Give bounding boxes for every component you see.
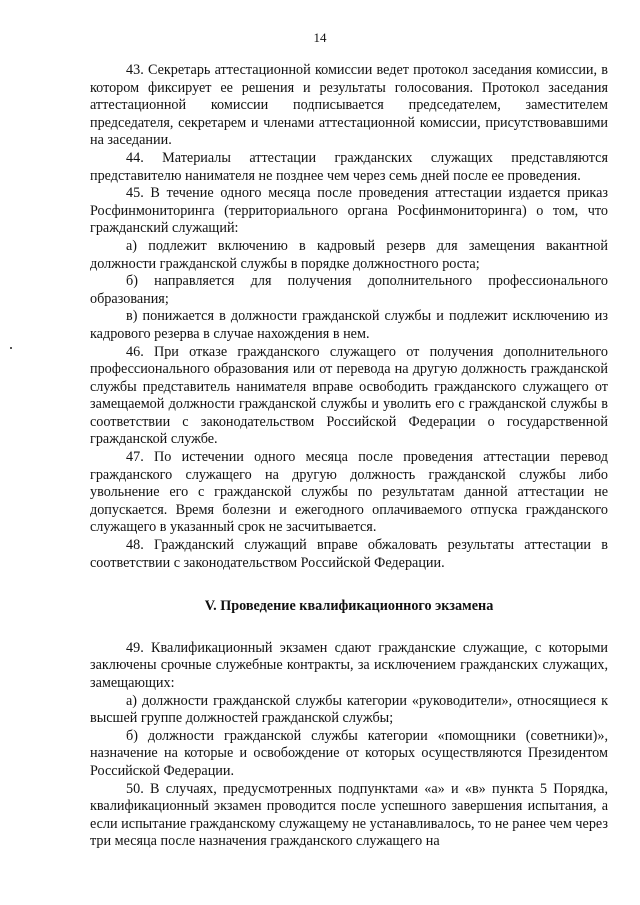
paragraph-49-a: а) должности гражданской службы категории «руководители», относящиеся к высшей группе должностей гражданской службы; xyxy=(90,692,608,727)
paragraph-49-b: б) должности гражданской службы категории «помощники (советники)», назначение на которые и освобождение от которых осуществляются Президентом Российской Федерации. xyxy=(90,727,608,779)
paragraph-45: 45. В течение одного месяца после проведения аттестации издается приказ Росфинмониторинга (территориального органа Росфинмониторинга) о том, что гражданский служащий: xyxy=(90,185,608,237)
document-body xyxy=(90,62,608,851)
paragraph-50: 50. В случаях, предусмотренных подпунктами «а» и «в» пункта 5 Порядка, квалификационный экзамен проводится после успешного завершения испытания, а если испытание гражданскому служащему не устанавливалось, то не ранее чем через три месяца после назначения гражданского служащего на xyxy=(90,780,608,850)
paragraph-43: 43. Секретарь аттестационной комиссии ведет протокол заседания комиссии, в котором фиксирует ее решения и результаты голосования. Протокол заседания аттестационной комиссии подписывается председателем, заместителем председателя, секретарем и членами аттестационной комиссии, присутствовавшими на заседании. xyxy=(90,62,608,149)
paragraph-49: 49. Квалификационный экзамен сдают гражданские служащие, с которыми заключены срочные служебные контракты, за исключением гражданских служащих, замещающих: xyxy=(90,639,608,691)
paragraph-47: 47. По истечении одного месяца после проведения аттестации перевод гражданского служащего на другую должность гражданской службы либо увольнение его с гражданской службы по результатам данной аттестации не допускается. Время болезни и ежегодного оплачиваемого отпуска гражданского служащего в указанный срок не засчитывается. xyxy=(90,449,608,536)
page-number: 14 xyxy=(313,30,327,45)
paragraph-46: 46. При отказе гражданского служащего от получения дополнительного профессионального образования или от перевода на другую должность гражданской службы представитель нанимателя вправе освободить гражданского служащего от замещаемой должности гражданской службы и уволить его с гражданской службы в соответствии с законодательством Российской Федерации о государственной гражданской службе. xyxy=(90,343,608,448)
paragraph-44: 44. Материалы аттестации гражданских служащих представляются представителю нанимателя не позднее чем через семь дней после ее проведения. xyxy=(90,149,608,184)
margin-mark xyxy=(10,347,12,349)
section-heading: V. Проведение квалификационного экзамена xyxy=(204,598,494,615)
paragraph-48: 48. Гражданский служащий вправе обжаловать результаты аттестации в соответствии с законодательством Российской Федерации. xyxy=(90,537,608,571)
paragraph-45-v: в) понижается в должности гражданской службы и подлежит исключению из кадрового резерва в случае нахождения в нем. xyxy=(90,308,608,342)
paragraph-45-a: а) подлежит включению в кадровый резерв для замещения вакантной должности гражданской службы в порядке должностного роста; xyxy=(90,237,608,272)
paragraph-45-b: б) направляется для получения дополнительного профессионального образования; xyxy=(90,273,608,307)
